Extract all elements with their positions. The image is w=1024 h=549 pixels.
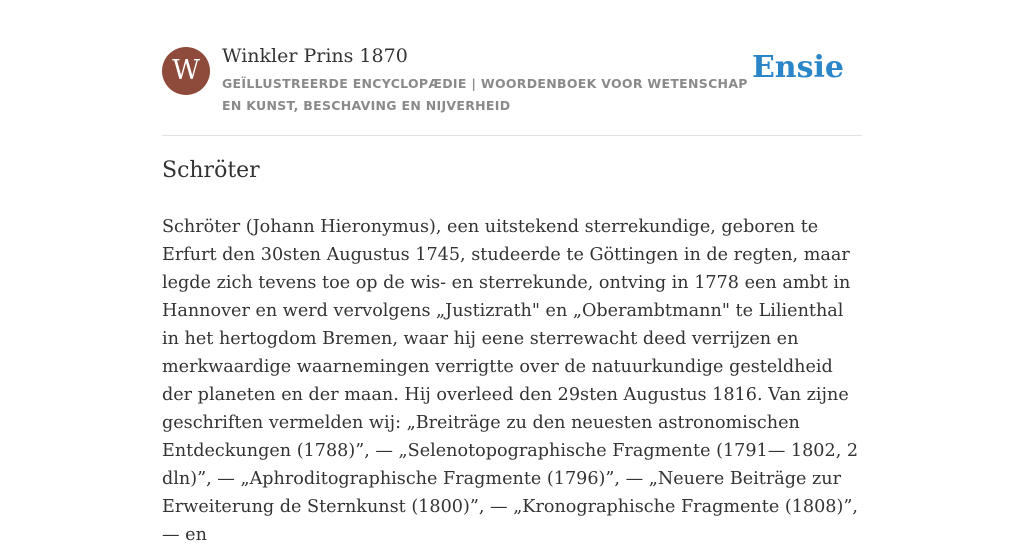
ensie-logo[interactable]: Ensie <box>751 50 844 85</box>
source-header <box>162 44 862 136</box>
entry-title: Schröter <box>162 158 260 183</box>
source-avatar[interactable]: W <box>162 47 210 95</box>
entry-body: Schröter (Johann Hieronymus), een uitstekend sterrekundige, geboren te Erfurt den 30sten Augustus 1745, studeerde te Göttingen in de regten, maar legde zich tevens toe op de wis- en sterrekunde, ontving in 1778 een ambt in Hannover en werd vervolgens „Justizrath" en „Oberambtmann" te Lilienthal in het hertogdom Bremen, waar hij eene sterrewacht deed verrijzen en merkwaardige waarnemingen verrigtte over de natuurkundige gesteldheid der planeten en der maan. Hij overleed den 29sten Augustus 1816. Van zijne geschriften vermelden wij: „Breiträge zu den neuesten astronomischen Entdeckungen (1788)”, — „Selenotopographische Fragmente (1791— 1802, 2 dln)”, — „Aphroditographische Fragmente (1796)”, — „Neuere Beiträge zur Erweiterung de Sternkunst (1800)”, — „Kronographische Fragmente (1808)”, — en <box>162 217 859 545</box>
source-title[interactable]: Winkler Prins 1870 <box>222 45 408 67</box>
source-subtitle: GEÏLLUSTREERDE ENCYCLOPÆDIE | WOORDENBOEK VOOR WETENSCHAP EN KUNST, BESCHAVING EN NIJVERHEID <box>222 76 748 113</box>
